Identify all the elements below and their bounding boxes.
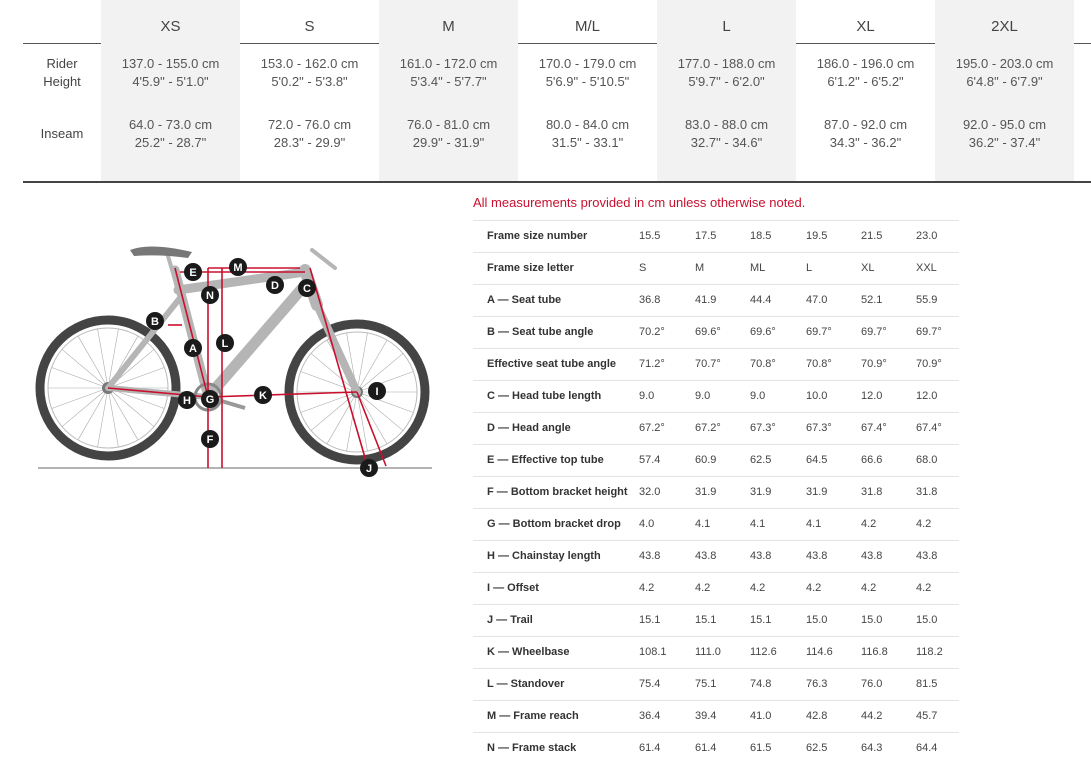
- geometry-value: XL: [861, 262, 875, 274]
- geometry-value: 4.1: [806, 518, 822, 530]
- geometry-row-label: M — Frame reach: [487, 710, 579, 722]
- rider-height-cell: [796, 55, 935, 91]
- geometry-row: [473, 412, 959, 444]
- geometry-value: 31.9: [750, 486, 772, 498]
- geometry-value: 67.2°: [639, 422, 665, 434]
- geometry-value: 4.2: [806, 582, 822, 594]
- geometry-row: [473, 380, 959, 412]
- geometry-row: [473, 572, 959, 604]
- geometry-value: 69.7°: [916, 326, 942, 338]
- geometry-row-label: J — Trail: [487, 614, 533, 626]
- rider-height-cell: [935, 55, 1074, 91]
- geometry-value: 69.7°: [861, 326, 887, 338]
- geometry-row-label: Frame size letter: [487, 262, 574, 274]
- geometry-value: 62.5: [806, 742, 828, 754]
- svg-text:G: G: [205, 394, 215, 406]
- marker-f: [201, 430, 219, 448]
- geometry-row: [473, 220, 959, 252]
- geometry-row: [473, 508, 959, 540]
- geometry-row-label: F — Bottom bracket height: [487, 486, 628, 498]
- rider-size-column: [379, 0, 518, 181]
- rider-size-table: [23, 0, 1091, 183]
- marker-e: [184, 263, 202, 281]
- geometry-value: 108.1: [639, 646, 667, 658]
- geometry-value: 15.1: [639, 614, 661, 626]
- rider-size-column: [796, 0, 935, 181]
- saddle: [130, 246, 192, 258]
- geometry-value: 70.7°: [695, 358, 721, 370]
- rider-size-column: [657, 0, 796, 181]
- inseam-imperial: 28.3" - 29.9": [273, 135, 346, 150]
- size-header: S: [304, 18, 315, 35]
- geometry-row: [473, 540, 959, 572]
- geometry-value: 15.0: [916, 614, 938, 626]
- geometry-value: L: [806, 262, 813, 274]
- geometry-value: S: [639, 262, 647, 274]
- marker-a: [184, 339, 202, 357]
- geometry-value: 4.2: [695, 582, 711, 594]
- rider-height-cell: [379, 55, 518, 91]
- inseam-cell: [518, 116, 657, 152]
- geometry-value: 43.8: [916, 550, 938, 562]
- geometry-value: 43.8: [806, 550, 828, 562]
- geometry-value: 36.8: [639, 294, 661, 306]
- geometry-value: 18.5: [750, 230, 772, 242]
- marker-l: [216, 334, 234, 352]
- svg-text:N: N: [206, 290, 214, 302]
- geometry-row: [473, 348, 959, 380]
- inseam-cm: 76.0 - 81.0 cm: [406, 117, 491, 132]
- geometry-value: 4.2: [861, 582, 877, 594]
- geometry-value: 70.8°: [750, 358, 776, 370]
- geometry-value: 55.9: [916, 294, 938, 306]
- geometry-row: [473, 476, 959, 508]
- geometry-row: [473, 604, 959, 636]
- geometry-value: 76.0: [861, 678, 883, 690]
- size-header: XL: [856, 18, 875, 35]
- geometry-value: 66.6: [861, 454, 883, 466]
- geometry-value: 4.2: [861, 518, 877, 530]
- height-imperial: 5'6.9" - 5'10.5": [545, 74, 630, 89]
- geometry-value: 44.2: [861, 710, 883, 722]
- inseam-label: Inseam: [40, 126, 84, 141]
- geometry-value: ML: [750, 262, 766, 274]
- inseam-cm: 72.0 - 76.0 cm: [267, 117, 352, 132]
- rider-height-cell: [518, 55, 657, 91]
- geometry-value: 45.7: [916, 710, 938, 722]
- size-header: L: [722, 18, 731, 35]
- geometry-value: XXL: [916, 262, 937, 274]
- geometry-value: 111.0: [695, 646, 721, 658]
- geometry-value: 68.0: [916, 454, 938, 466]
- geometry-value: 9.0: [639, 390, 655, 402]
- geometry-value: 70.8°: [806, 358, 832, 370]
- geometry-value: 15.5: [639, 230, 661, 242]
- rider-size-column: [935, 0, 1074, 181]
- height-imperial: 4'5.9" - 5'1.0": [132, 74, 209, 89]
- geometry-table: [473, 220, 959, 764]
- geometry-value: 15.1: [695, 614, 717, 626]
- inseam-cell: [935, 116, 1074, 152]
- geometry-value: 9.0: [695, 390, 711, 402]
- rider-size-column: [240, 0, 379, 181]
- geometry-row-label: L — Standover: [487, 678, 565, 690]
- marker-j: [360, 459, 378, 477]
- svg-text:C: C: [303, 283, 311, 295]
- marker-n: [201, 286, 219, 304]
- geometry-value: 47.0: [806, 294, 828, 306]
- measurement-note: All measurements provided in cm unless otherwise noted.: [473, 195, 806, 210]
- size-header: M/L: [574, 18, 600, 35]
- geometry-value: 41.9: [695, 294, 717, 306]
- geometry-value: 81.5: [916, 678, 938, 690]
- height-imperial: 5'3.4" - 5'7.7": [410, 74, 487, 89]
- svg-text:B: B: [151, 316, 159, 328]
- size-header: 2XL: [991, 18, 1018, 35]
- geometry-value: 43.8: [861, 550, 883, 562]
- geometry-row: [473, 668, 959, 700]
- geometry-value: 43.8: [750, 550, 772, 562]
- geometry-row: [473, 700, 959, 732]
- geometry-value: 15.1: [750, 614, 772, 626]
- geometry-value: 32.0: [639, 486, 661, 498]
- rider-height-label-line2: Height: [43, 74, 81, 89]
- geometry-row: [473, 252, 959, 284]
- inseam-cm: 80.0 - 84.0 cm: [545, 117, 630, 132]
- rider-size-column: [101, 0, 240, 181]
- geometry-value: 43.8: [639, 550, 661, 562]
- height-imperial: 5'9.7" - 6'2.0": [688, 74, 765, 89]
- geometry-row: [473, 732, 959, 764]
- geometry-value: 12.0: [916, 390, 938, 402]
- svg-text:H: H: [183, 395, 191, 407]
- height-imperial: 5'0.2" - 5'3.8": [271, 74, 348, 89]
- geometry-value: 4.2: [639, 582, 655, 594]
- inseam-imperial: 25.2" - 28.7": [134, 135, 207, 150]
- geometry-value: 64.3: [861, 742, 883, 754]
- geometry-row-label: B — Seat tube angle: [487, 326, 594, 338]
- height-cm: 153.0 - 162.0 cm: [260, 56, 359, 71]
- geometry-value: 60.9: [695, 454, 717, 466]
- rider-height-label: [23, 55, 101, 91]
- geometry-value: 118.2: [916, 646, 943, 658]
- geometry-row-label: K — Wheelbase: [487, 646, 570, 658]
- inseam-imperial: 31.5" - 33.1": [551, 135, 624, 150]
- geometry-row-label: Effective seat tube angle: [487, 358, 616, 370]
- height-cm: 195.0 - 203.0 cm: [955, 56, 1054, 71]
- size-header: M: [442, 18, 455, 35]
- geometry-value: 64.5: [806, 454, 828, 466]
- geometry-row-label: D — Head angle: [487, 422, 571, 434]
- geometry-value: 31.8: [916, 486, 938, 498]
- geometry-row-label: I — Offset: [487, 582, 539, 594]
- svg-text:A: A: [189, 343, 197, 355]
- geometry-value: 70.9°: [861, 358, 887, 370]
- geometry-value: 112.6: [750, 646, 777, 658]
- inseam-imperial: 32.7" - 34.6": [690, 135, 763, 150]
- inseam-imperial: 29.9" - 31.9": [412, 135, 485, 150]
- geometry-value: 52.1: [861, 294, 883, 306]
- geometry-value: 67.2°: [695, 422, 721, 434]
- rider-size-column: [518, 0, 657, 181]
- marker-h: [178, 391, 196, 409]
- height-cm: 137.0 - 155.0 cm: [121, 56, 220, 71]
- svg-text:K: K: [259, 390, 267, 402]
- svg-text:D: D: [271, 280, 279, 292]
- svg-text:I: I: [375, 386, 379, 398]
- marker-m: [229, 258, 247, 276]
- inseam-cm: 92.0 - 95.0 cm: [962, 117, 1047, 132]
- geometry-value: 57.4: [639, 454, 661, 466]
- geometry-value: 31.9: [806, 486, 828, 498]
- geometry-value: M: [695, 262, 705, 274]
- geometry-value: 39.4: [695, 710, 717, 722]
- svg-text:F: F: [206, 434, 214, 446]
- geometry-value: 67.4°: [861, 422, 887, 434]
- geometry-value: 70.2°: [639, 326, 665, 338]
- geometry-value: 4.1: [750, 518, 766, 530]
- geometry-value: 76.3: [806, 678, 828, 690]
- geometry-value: 44.4: [750, 294, 772, 306]
- inseam-cell: [657, 116, 796, 152]
- geometry-value: 36.4: [639, 710, 661, 722]
- inseam-imperial: 34.3" - 36.2": [829, 135, 902, 150]
- geometry-value: 42.8: [806, 710, 828, 722]
- geometry-value: 31.9: [695, 486, 717, 498]
- geometry-row-label: G — Bottom bracket drop: [487, 518, 621, 530]
- marker-c: [298, 279, 316, 297]
- geometry-value: 70.9°: [916, 358, 942, 370]
- rider-height-cell: [101, 55, 240, 91]
- inseam-cm: 83.0 - 88.0 cm: [684, 117, 769, 132]
- geometry-value: 69.6°: [750, 326, 776, 338]
- geometry-value: 4.0: [639, 518, 655, 530]
- height-imperial: 6'1.2" - 6'5.2": [827, 74, 904, 89]
- geometry-value: 10.0: [806, 390, 828, 402]
- geometry-value: 4.2: [916, 582, 932, 594]
- geometry-value: 15.0: [861, 614, 883, 626]
- height-cm: 186.0 - 196.0 cm: [816, 56, 915, 71]
- geometry-value: 116.8: [861, 646, 888, 658]
- geometry-value: 74.8: [750, 678, 772, 690]
- geometry-row: [473, 284, 959, 316]
- geometry-row: [473, 444, 959, 476]
- geometry-value: 4.2: [750, 582, 766, 594]
- rider-height-cell: [240, 55, 379, 91]
- geometry-value: 71.2°: [639, 358, 665, 370]
- geometry-value: 75.4: [639, 678, 661, 690]
- geometry-value: 43.8: [695, 550, 717, 562]
- geometry-row-label: H — Chainstay length: [487, 550, 601, 562]
- geometry-value: 15.0: [806, 614, 828, 626]
- inseam-cell: [379, 116, 518, 152]
- svg-text:J: J: [365, 463, 373, 475]
- geometry-row-label: E — Effective top tube: [487, 454, 604, 466]
- geometry-value: 61.4: [639, 742, 661, 754]
- geometry-value: 21.5: [861, 230, 883, 242]
- rider-height-cell: [657, 55, 796, 91]
- geometry-row-label: N — Frame stack: [487, 742, 577, 754]
- inseam-cell: [796, 116, 935, 152]
- geometry-value: 61.5: [750, 742, 772, 754]
- height-cm: 170.0 - 179.0 cm: [538, 56, 637, 71]
- rider-height-label-line1: Rider: [46, 56, 78, 71]
- geometry-value: 4.2: [916, 518, 932, 530]
- geometry-value: 67.4°: [916, 422, 942, 434]
- svg-text:L: L: [221, 338, 229, 350]
- inseam-cm: 87.0 - 92.0 cm: [823, 117, 908, 132]
- svg-text:E: E: [189, 267, 197, 279]
- geometry-value: 41.0: [750, 710, 772, 722]
- geometry-row: [473, 636, 959, 668]
- marker-i: [368, 382, 386, 400]
- geometry-value: 69.6°: [695, 326, 721, 338]
- geometry-value: 114.6: [806, 646, 833, 658]
- geometry-row-label: C — Head tube length: [487, 390, 602, 402]
- svg-text:M: M: [233, 262, 243, 274]
- inseam-cm: 64.0 - 73.0 cm: [128, 117, 213, 132]
- geometry-row: [473, 316, 959, 348]
- geometry-value: 19.5: [806, 230, 828, 242]
- geometry-value: 69.7°: [806, 326, 832, 338]
- geometry-value: 31.8: [861, 486, 883, 498]
- geometry-value: 67.3°: [806, 422, 832, 434]
- bike-geometry-diagram: [30, 230, 450, 480]
- marker-k: [254, 386, 272, 404]
- geometry-value: 12.0: [861, 390, 883, 402]
- geometry-value: 62.5: [750, 454, 772, 466]
- geometry-value: 75.1: [695, 678, 717, 690]
- geometry-row-label: A — Seat tube: [487, 294, 562, 306]
- geometry-value: 67.3°: [750, 422, 776, 434]
- geometry-value: 23.0: [916, 230, 938, 242]
- geometry-value: 61.4: [695, 742, 717, 754]
- inseam-cell: [101, 116, 240, 152]
- height-cm: 161.0 - 172.0 cm: [399, 56, 498, 71]
- height-imperial: 6'4.8" - 6'7.9": [966, 74, 1043, 89]
- size-header: XS: [160, 18, 181, 35]
- marker-g: [201, 390, 219, 408]
- geometry-value: 64.4: [916, 742, 938, 754]
- marker-b: [146, 312, 164, 330]
- geometry-row-label: Frame size number: [487, 230, 588, 242]
- height-cm: 177.0 - 188.0 cm: [677, 56, 776, 71]
- inseam-cell: [240, 116, 379, 152]
- geometry-value: 4.1: [695, 518, 711, 530]
- geometry-value: 9.0: [750, 390, 766, 402]
- marker-d: [266, 276, 284, 294]
- inseam-imperial: 36.2" - 37.4": [968, 135, 1041, 150]
- geometry-value: 17.5: [695, 230, 717, 242]
